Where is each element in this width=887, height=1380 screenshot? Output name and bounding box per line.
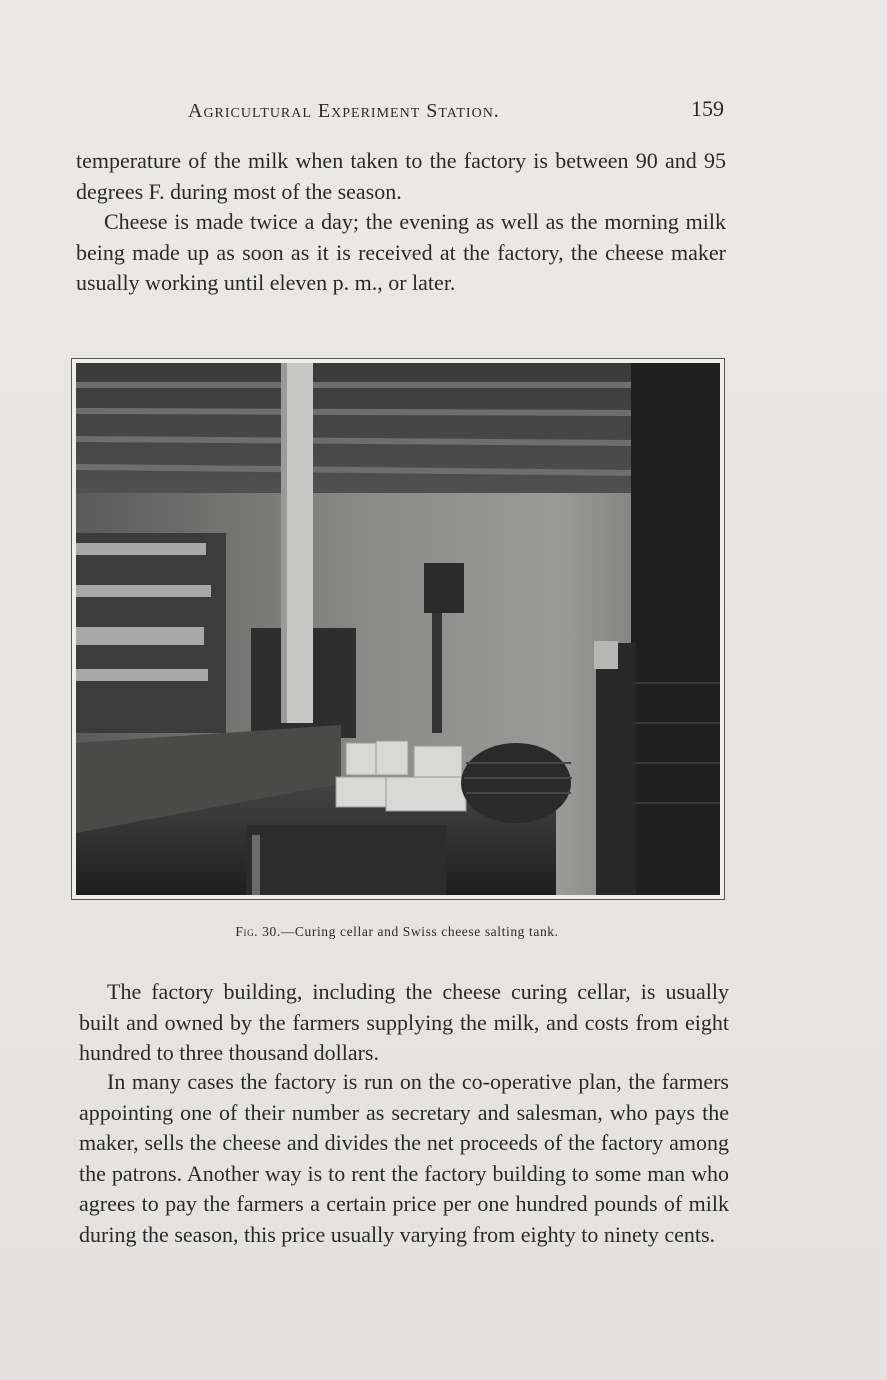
figure-caption: [71, 924, 723, 940]
running-head: [74, 96, 724, 126]
paragraph-factory-building: The factory building, including the cheese curing cellar, is usually built and owned by the farmers supplying the milk, and costs from eight hundred to three thousand dollars.: [79, 979, 729, 1065]
figure-caption-text: —Curing cellar and Swiss cheese salting tank.: [280, 924, 559, 939]
paragraph-continuation: temperature of the milk when taken to the factory is between 90 and 95 degrees F. during most of the season.: [76, 148, 726, 204]
curing-cellar-photo: [76, 363, 720, 895]
figure-photograph: [71, 358, 725, 900]
figure-label: Fig. 30.: [235, 924, 281, 939]
paragraph-cooperative-plan: In many cases the factory is run on the co-operative plan, the farmers appointing one of their number as secretary and salesman, who pays the maker, sells the cheese and divides the net proceeds of the factory among the patrons. Another way is to rent the factory building to some man who agrees to pay the farmers a certain price per one hundred pounds of milk during the season, this price usually varying from eighty to ninety cents.: [79, 1069, 729, 1247]
paragraph-cheese-making: Cheese is made twice a day; the evening as well as the morning milk being made up as soon as it is received at the factory, the cheese maker usually working until eleven p. m., or later.: [76, 209, 726, 295]
page-number: 159: [691, 96, 724, 121]
running-title: Agricultural Experiment Station.: [188, 100, 500, 122]
